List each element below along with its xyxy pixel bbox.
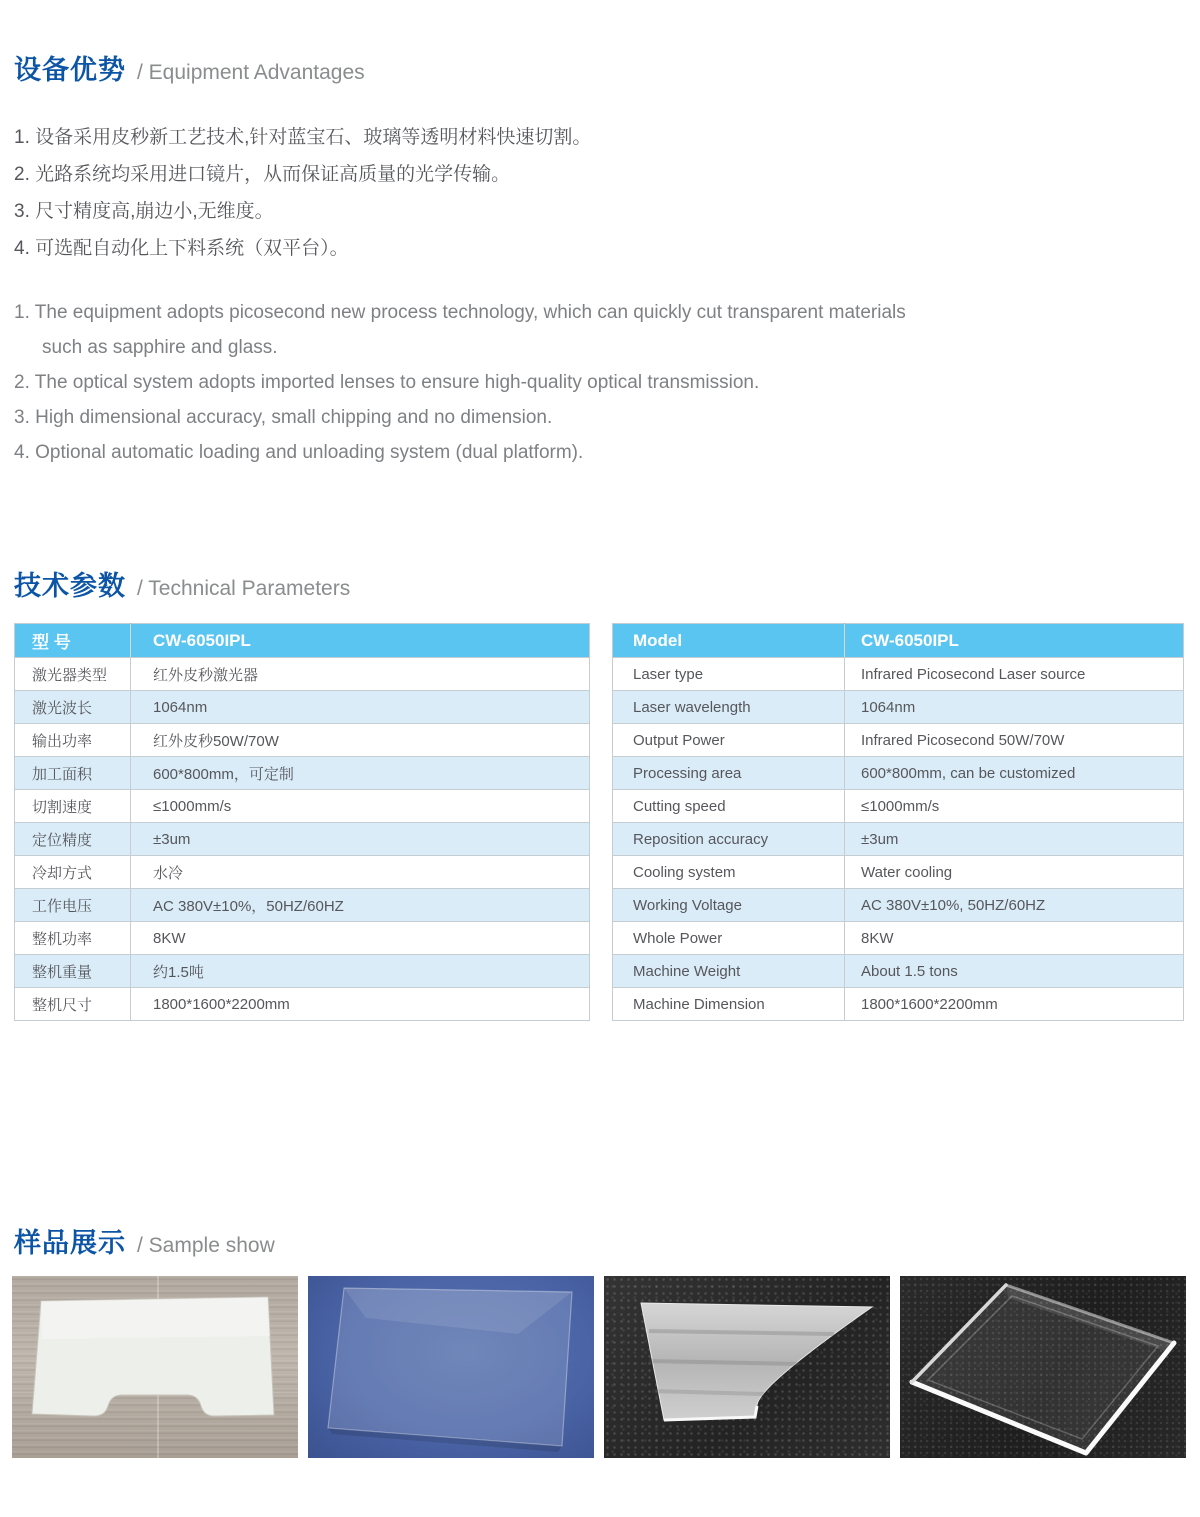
spec-row — [15, 856, 590, 889]
section-title-en: / Equipment Advantages — [137, 61, 365, 84]
spec-label: Machine Weight — [613, 955, 845, 988]
spec-value: 1064nm — [845, 691, 1184, 724]
spec-label: 激光器类型 — [15, 658, 131, 691]
section-title-zh: 设备优势 — [14, 55, 126, 85]
spec-tables — [14, 623, 1184, 1021]
sample-photo-transparent-sheet — [308, 1276, 594, 1458]
spec-value: 600*800mm, can be customized — [845, 757, 1184, 790]
spec-label: 输出功率 — [15, 724, 131, 757]
spec-value: 约1.5吨 — [131, 955, 590, 988]
glass-block-shape — [912, 1285, 1174, 1453]
spec-model-label: 型 号 — [15, 624, 131, 658]
spec-value: 1064nm — [131, 691, 590, 724]
spec-label: 工作电压 — [15, 889, 131, 922]
spec-value: ±3um — [845, 823, 1184, 856]
spec-row — [15, 790, 590, 823]
spec-label: Whole Power — [613, 922, 845, 955]
advantage-item-en: 4. Optional automatic loading and unloading system (dual platform). — [14, 442, 584, 463]
advantages-list-en — [0, 295, 950, 470]
spec-value: 红外皮秒激光器 — [131, 658, 590, 691]
sample-photo-curved-cut-piece — [604, 1276, 890, 1458]
spec-row — [613, 724, 1184, 757]
spec-label: 定位精度 — [15, 823, 131, 856]
spec-row — [613, 790, 1184, 823]
section-title-equipment-advantages — [0, 0, 1200, 87]
spec-row — [15, 691, 590, 724]
spec-row — [613, 856, 1184, 889]
spec-row — [613, 922, 1184, 955]
sample-photo-2-graphic — [308, 1276, 594, 1458]
spec-model-label: Model — [613, 624, 845, 658]
spec-value: About 1.5 tons — [845, 955, 1184, 988]
spec-label: Reposition accuracy — [613, 823, 845, 856]
spec-row — [613, 955, 1184, 988]
spec-value: AC 380V±10%, 50HZ/60HZ — [845, 889, 1184, 922]
spec-label: Laser type — [613, 658, 845, 691]
advantage-item-en: 1. The equipment adopts picosecond new process technology, which can quickly cut transparent materials such as sapphire and glass. — [14, 302, 906, 358]
spec-value: Infrared Picosecond Laser source — [845, 658, 1184, 691]
sample-photo-1-graphic — [12, 1276, 298, 1458]
spec-table-en — [612, 623, 1184, 1021]
section-title-en: / Sample show — [137, 1234, 275, 1257]
spec-row — [613, 757, 1184, 790]
spec-row — [15, 988, 590, 1021]
spec-label: Processing area — [613, 757, 845, 790]
spec-row — [613, 823, 1184, 856]
advantage-item-zh: 1. 设备采用皮秒新工艺技术,针对蓝宝石、玻璃等透明材料快速切割。 — [14, 127, 592, 148]
sample-photo-3-graphic — [604, 1276, 890, 1458]
section-title-en: / Technical Parameters — [137, 577, 351, 600]
advantage-item-en: 3. High dimensional accuracy, small chipping and no dimension. — [14, 407, 553, 428]
spec-label: Laser wavelength — [613, 691, 845, 724]
spec-row — [15, 955, 590, 988]
spec-row — [15, 889, 590, 922]
spec-value: 600*800mm，可定制 — [131, 757, 590, 790]
sample-gallery — [12, 1276, 1188, 1458]
section-title-zh: 样品展示 — [14, 1228, 126, 1258]
spec-label: Output Power — [613, 724, 845, 757]
spec-row — [15, 724, 590, 757]
spec-header-row — [613, 624, 1184, 658]
advantage-item-zh: 2. 光路系统均采用进口镜片，从而保证高质量的光学传输。 — [14, 164, 511, 185]
spec-value: 1800*1600*2200mm — [131, 988, 590, 1021]
spec-row — [15, 922, 590, 955]
spec-model-value: CW-6050IPL — [845, 624, 1184, 658]
spec-label: 整机功率 — [15, 922, 131, 955]
spec-row — [613, 988, 1184, 1021]
spec-value: 红外皮秒50W/70W — [131, 724, 590, 757]
spec-label: Machine Dimension — [613, 988, 845, 1021]
spec-label: Cutting speed — [613, 790, 845, 823]
advantage-item-en: 2. The optical system adopts imported lenses to ensure high-quality optical transmission. — [14, 372, 760, 393]
spec-label: Working Voltage — [613, 889, 845, 922]
section-title-technical-parameters — [0, 564, 1200, 603]
advantages-list-zh — [0, 119, 1200, 267]
section-title-sample-show — [0, 1221, 1200, 1260]
spec-label: 整机尺寸 — [15, 988, 131, 1021]
spec-label: 冷却方式 — [15, 856, 131, 889]
spec-value: 8KW — [131, 922, 590, 955]
spec-value: 水冷 — [131, 856, 590, 889]
spec-value: AC 380V±10%，50HZ/60HZ — [131, 889, 590, 922]
sample-photo-notched-panel — [12, 1276, 298, 1458]
spec-row — [15, 658, 590, 691]
sample-photo-glass-block — [900, 1276, 1186, 1458]
spec-label: 加工面积 — [15, 757, 131, 790]
spec-label: Cooling system — [613, 856, 845, 889]
spec-value: 8KW — [845, 922, 1184, 955]
spec-label: 整机重量 — [15, 955, 131, 988]
spec-row — [15, 823, 590, 856]
spec-value: ≤1000mm/s — [845, 790, 1184, 823]
spec-row — [613, 658, 1184, 691]
spec-value: ≤1000mm/s — [131, 790, 590, 823]
spec-value: 1800*1600*2200mm — [845, 988, 1184, 1021]
sample-photo-4-graphic — [900, 1276, 1186, 1458]
spec-value: Water cooling — [845, 856, 1184, 889]
spec-row — [15, 757, 590, 790]
spec-value: Infrared Picosecond 50W/70W — [845, 724, 1184, 757]
advantage-item-zh: 4. 可选配自动化上下料系统（双平台）。 — [14, 238, 349, 259]
spec-row — [613, 691, 1184, 724]
section-title-zh: 技术参数 — [14, 571, 126, 601]
advantage-item-zh: 3. 尺寸精度高,崩边小,无维度。 — [14, 201, 274, 222]
spec-table-zh — [14, 623, 590, 1021]
spec-label: 切割速度 — [15, 790, 131, 823]
spec-model-value: CW-6050IPL — [131, 624, 590, 658]
spec-label: 激光波长 — [15, 691, 131, 724]
spec-header-row — [15, 624, 590, 658]
spec-row — [613, 889, 1184, 922]
spec-value: ±3um — [131, 823, 590, 856]
